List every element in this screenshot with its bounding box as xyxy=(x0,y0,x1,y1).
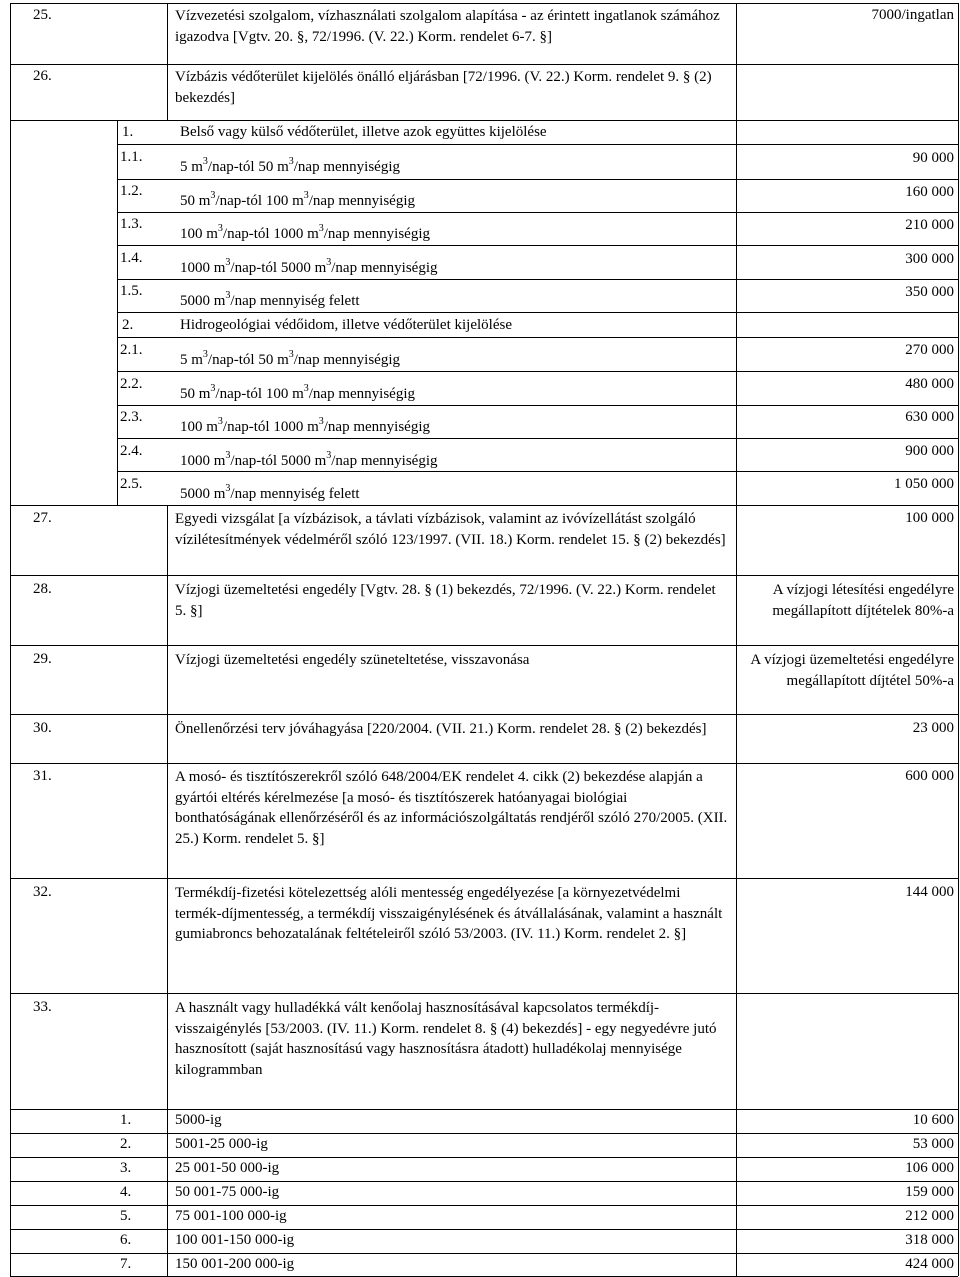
row-number: 2.4. xyxy=(120,443,143,459)
row-number: 25. xyxy=(33,7,52,23)
row-description: 75 001-100 000-ig xyxy=(175,1208,287,1224)
row-number: 2.3. xyxy=(120,409,143,425)
row-description: A mosó- és tisztítószerekről szóló 648/2004/EK rendelet 4. cikk (2) bekezdése alapján a gyártói eltérés kérelmezése [a mosó- és tisztítószerek hatóanyagai biológiai bonthatóságának ellenőrzéséről és az információszolgáltatás rendjéről szóló 270/2005. (XII. 25.) Korm. rendelet 5. §] xyxy=(175,769,728,847)
row-fee: 350 000 xyxy=(905,284,954,300)
row-fee: 160 000 xyxy=(905,184,954,200)
row-description: Vízjogi üzemeltetési engedély szüneteltetése, visszavonása xyxy=(175,652,530,668)
row-fee: 480 000 xyxy=(905,376,954,392)
row-number: 27. xyxy=(33,510,52,526)
row-description: Vízbázis védőterület kijelölés önálló eljárásban [72/1996. (V. 22.) Korm. rendelet 9. § (2) bekezdés] xyxy=(175,69,712,106)
row-number: 1.3. xyxy=(120,216,143,232)
row-description: 100 $m^3/nap$-tól 1000 $m^3$/nap mennyiségig xyxy=(180,416,430,435)
row-number: 28. xyxy=(33,581,52,597)
row-number: 2.5. xyxy=(120,476,143,492)
row-description: 5 $m^3/nap$-tól 50 $m^3$/nap mennyiségig xyxy=(180,156,400,175)
row-description: 150 001-200 000-ig xyxy=(175,1256,295,1272)
row-number: 32. xyxy=(33,884,52,900)
row-fee: A vízjogi üzemeltetési engedélyre megállapított díjtétel 50%-a xyxy=(750,652,954,689)
row-fee: 100 000 xyxy=(905,510,954,526)
row-description: 1000 $m^3/nap$-tól 5000 $m^3$/nap mennyiségig xyxy=(180,450,438,469)
row-fee: 10 600 xyxy=(912,1112,954,1128)
row-number: 6. xyxy=(120,1232,132,1248)
row-number: 1.4. xyxy=(120,250,143,266)
row-fee: 7000/ingatlan xyxy=(871,7,954,23)
row-number: 2.1. xyxy=(120,342,143,358)
row-number: 7. xyxy=(120,1256,132,1272)
row-description: Vízjogi üzemeltetési engedély [Vgtv. 28. § (1) bekezdés, 72/1996. (V. 22.) Korm. rendelet 5. §] xyxy=(175,582,716,619)
row-description: Belső vagy külső védőterület, illetve azok együttes kijelölése xyxy=(180,124,547,140)
row-number: 1. xyxy=(122,124,134,140)
row-fee: A vízjogi létesítési engedélyre megállapított díjtételek 80%-a xyxy=(772,582,954,619)
row-number: 1.1. xyxy=(120,149,143,165)
row-number: 1.2. xyxy=(120,183,143,199)
row-fee: 159 000 xyxy=(905,1184,954,1200)
row-number: 5. xyxy=(120,1208,132,1224)
row-fee: 90 000 xyxy=(912,150,954,166)
row-description: Vízvezetési szolgalom, vízhasználati szolgalom alapítása - az érintett ingatlanok számához igazodva [Vgtv. 20. §, 72/1996. (V. 22.) Korm. rendelet 6-7. §] xyxy=(175,8,720,45)
row-number: 26. xyxy=(33,68,52,84)
row-description: Önellenőrzési terv jóváhagyása [220/2004. (VII. 21.) Korm. rendelet 28. § (2) bekezdés] xyxy=(175,721,707,737)
row-fee: 424 000 xyxy=(905,1256,954,1272)
row-description: 50 001-75 000-ig xyxy=(175,1184,280,1200)
row-description: 50 $m^3/nap$-tól 100 $m^3$/nap mennyiségig xyxy=(180,190,415,209)
row-number: 2.2. xyxy=(120,376,143,392)
row-fee: 1 050 000 xyxy=(894,476,954,492)
row-number: 1.5. xyxy=(120,283,143,299)
row-number: 2. xyxy=(120,1136,132,1152)
row-description: 5000 $m^3$/nap mennyiség felett xyxy=(180,483,360,502)
row-number: 3. xyxy=(120,1160,132,1176)
row-description: 1000 $m^3/nap$-tól 5000 $m^3$/nap mennyiségig xyxy=(180,257,438,276)
row-fee: 212 000 xyxy=(905,1208,954,1224)
row-number: 1. xyxy=(120,1112,132,1128)
row-fee: 144 000 xyxy=(905,884,954,900)
row-description: 5 $m^3/nap$-tól 50 $m^3$/nap mennyiségig xyxy=(180,349,400,368)
row-fee: 630 000 xyxy=(905,409,954,425)
row-description: 5000 $m^3$/nap mennyiség felett xyxy=(180,290,360,309)
row-fee: 600 000 xyxy=(905,768,954,784)
row-number: 31. xyxy=(33,768,52,784)
row-description: Egyedi vizsgálat [a vízbázisok, a távlati vízbázisok, valamint az ivóvízellátást szolgáló vízilétesítmények védelméről szóló 123/1997. (VII. 18.) Korm. rendelet 15. § (2) bekezdés] xyxy=(175,511,726,548)
row-fee: 900 000 xyxy=(905,443,954,459)
row-fee: 210 000 xyxy=(905,217,954,233)
row-description: 50 $m^3/nap$-tól 100 $m^3$/nap mennyiségig xyxy=(180,383,415,402)
row-description: 25 001-50 000-ig xyxy=(175,1160,280,1176)
row-fee: 23 000 xyxy=(912,720,954,736)
row-number: 4. xyxy=(120,1184,132,1200)
row-number: 33. xyxy=(33,999,52,1015)
row-description: Hidrogeológiai védőidom, illetve védőterület kijelölése xyxy=(180,317,512,333)
row-description: 100 001-150 000-ig xyxy=(175,1232,295,1248)
row-description: A használt vagy hulladékká vált kenőolaj hasznosításával kapcsolatos termékdíj-visszaigénylés [53/2003. (IV. 11.) Korm. rendelet 8. § (4) bekezdés] - egy negyedévre jutó hasznosított (saját hasznosítású vagy hasznosításra átadott) hulladékolaj mennyisége kilogrammban xyxy=(175,1000,717,1078)
row-description: Termékdíj-fizetési kötelezettség alóli mentesség engedélyezése [a környezetvédelmi termék-díjmentesség, a termékdíj visszaigénylésének és átvállalásának, valamint a használt gumiabroncs behozatalának feltételeiről szóló 53/2003. (IV. 11.) Korm. rendelet 2. §] xyxy=(175,885,723,942)
row-fee: 270 000 xyxy=(905,342,954,358)
row-description: 100 $m^3/nap$-tól 1000 $m^3$/nap mennyiségig xyxy=(180,223,430,242)
row-description: 5001-25 000-ig xyxy=(175,1136,268,1152)
row-number: 2. xyxy=(122,317,134,333)
row-fee: 106 000 xyxy=(905,1160,954,1176)
row-fee: 53 000 xyxy=(912,1136,954,1152)
row-fee: 318 000 xyxy=(905,1232,954,1248)
row-number: 29. xyxy=(33,651,52,667)
row-fee: 300 000 xyxy=(905,251,954,267)
row-number: 30. xyxy=(33,720,52,736)
row-description: 5000-ig xyxy=(175,1112,222,1128)
